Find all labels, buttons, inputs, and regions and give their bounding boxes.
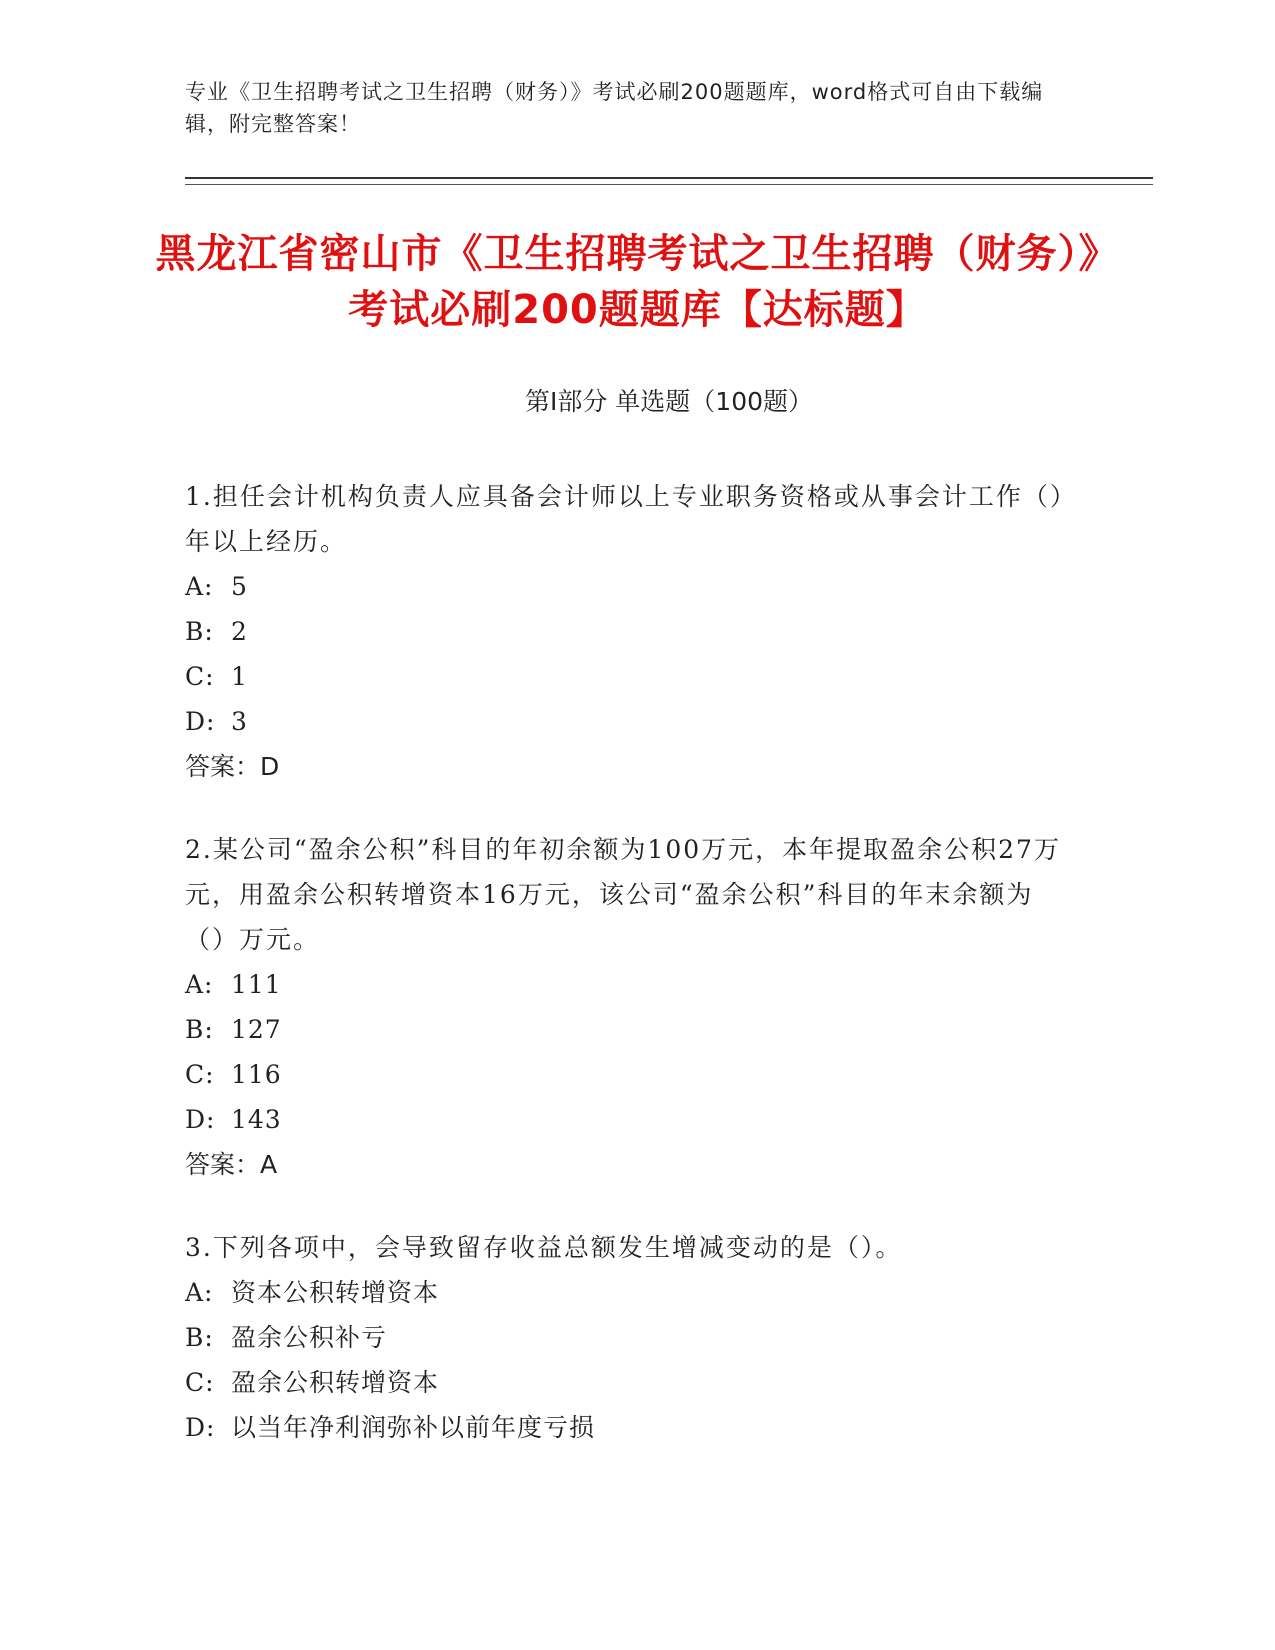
- option-letter: B:: [185, 1323, 214, 1352]
- answer-line: [185, 744, 1070, 789]
- option-c: [185, 1052, 1070, 1097]
- option-letter: A:: [185, 1278, 214, 1307]
- section-heading: 第Ⅰ部分 单选题（100题）: [524, 387, 814, 416]
- option-a: [185, 1270, 1070, 1315]
- answer-label: 答案：: [185, 1150, 261, 1179]
- option-text: 盈余公积转增资本: [231, 1368, 440, 1397]
- option-text: 116: [231, 1060, 282, 1089]
- option-text: 111: [231, 970, 282, 999]
- option-letter: A:: [185, 572, 214, 601]
- question-3: [185, 1225, 1070, 1450]
- option-text: 127: [231, 1015, 282, 1044]
- answer-label: 答案：: [185, 752, 261, 781]
- option-text: 143: [231, 1105, 282, 1134]
- option-text: 2: [231, 617, 248, 646]
- answer-value: D: [260, 752, 280, 781]
- option-d: [185, 699, 1070, 744]
- question-2: [185, 827, 1070, 1187]
- header-rule-thick: [185, 177, 1153, 179]
- option-b: [185, 1007, 1070, 1052]
- question-list: [185, 474, 1070, 1488]
- option-letter: D:: [185, 1413, 216, 1442]
- option-d: [185, 1097, 1070, 1142]
- document-title: 黑龙江省密山市《卫生招聘考试之卫生招聘（财务）》考试必刷200题题库【达标题】: [155, 231, 1120, 333]
- option-text: 盈余公积补亏: [231, 1323, 388, 1352]
- option-letter: C:: [185, 662, 215, 691]
- option-d: [185, 1405, 1070, 1450]
- option-letter: C:: [185, 1060, 215, 1089]
- option-b: [185, 609, 1070, 654]
- question-1: [185, 474, 1070, 789]
- answer-value: A: [260, 1150, 278, 1179]
- option-text: 3: [231, 707, 248, 736]
- header-rule-thin: [185, 184, 1153, 185]
- option-letter: D:: [185, 1105, 216, 1134]
- option-b: [185, 1315, 1070, 1360]
- question-text: 1.担任会计机构负责人应具备会计师以上专业职务资格或从事会计工作（）年以上经历。: [185, 482, 1065, 556]
- option-letter: B:: [185, 617, 214, 646]
- option-text: 5: [231, 572, 248, 601]
- header-note: 专业《卫生招聘考试之卫生招聘（财务）》考试必刷200题题库，word格式可自由下载编辑，附完整答案！: [185, 80, 1044, 136]
- question-text: 3.下列各项中，会导致留存收益总额发生增减变动的是（）。: [185, 1233, 903, 1262]
- option-c: [185, 1360, 1070, 1405]
- option-text: 资本公积转增资本: [231, 1278, 440, 1307]
- option-letter: D:: [185, 707, 216, 736]
- option-letter: C:: [185, 1368, 215, 1397]
- option-a: [185, 564, 1070, 609]
- option-a: [185, 962, 1070, 1007]
- question-text: 2.某公司“盈余公积”科目的年初余额为100万元，本年提取盈余公积27万元，用盈余公积转增资本16万元，该公司“盈余公积”科目的年末余额为（）万元。: [185, 835, 1061, 954]
- answer-line: [185, 1142, 1070, 1187]
- option-text: 1: [231, 662, 248, 691]
- option-letter: A:: [185, 970, 214, 999]
- option-letter: B:: [185, 1015, 214, 1044]
- option-text: 以当年净利润弥补以前年度亏损: [231, 1413, 596, 1442]
- option-c: [185, 654, 1070, 699]
